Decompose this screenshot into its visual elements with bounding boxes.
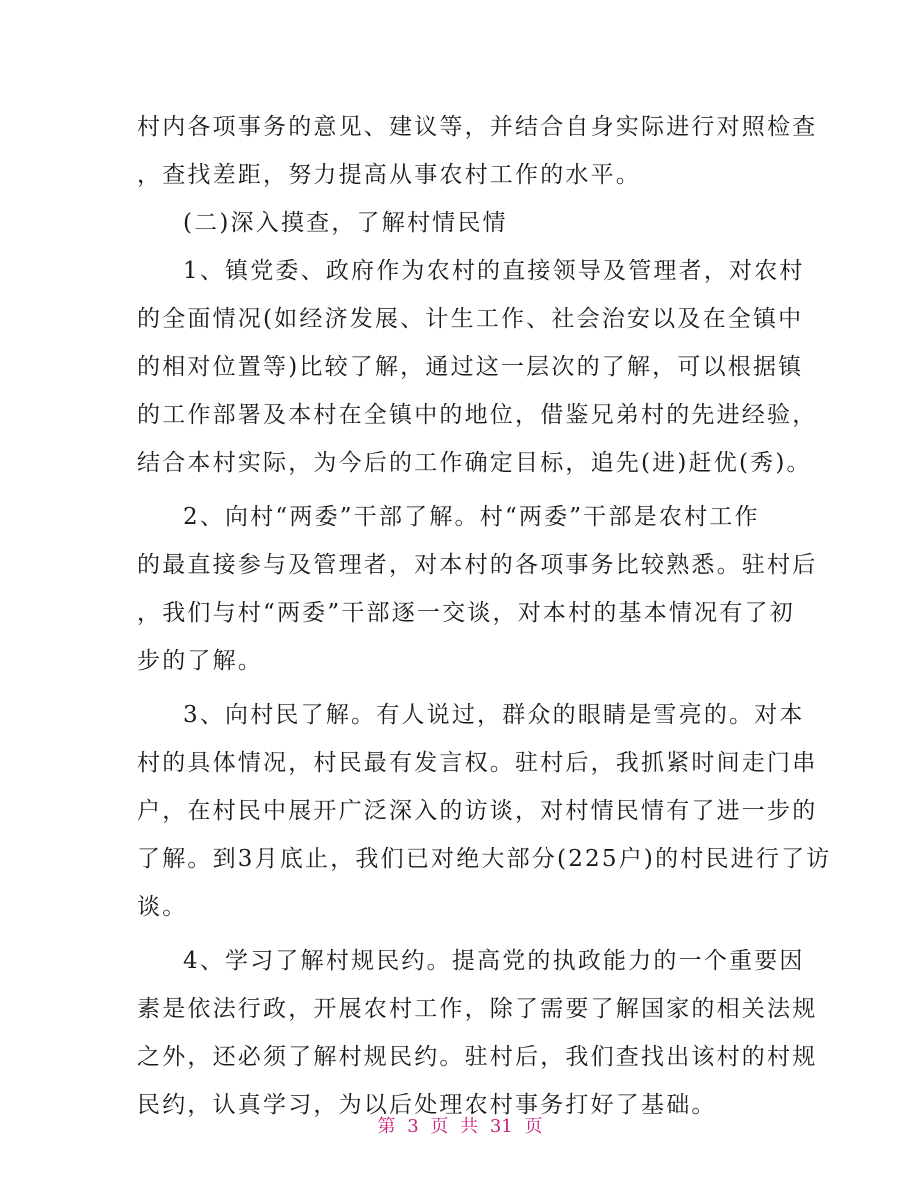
page-number-footer: 第 3 页 共 31 页 [377,1116,543,1137]
paragraph-1-start: 1、镇党委、政府作为农村的直接领导及管理者，对农村 [183,258,805,284]
text-line: 户，在村民中展开广泛深入的访谈，对村情民情有了进一步的 [137,798,818,824]
paragraph-3-start: 3、向村民了解。有人说过，群众的眼睛是雪亮的。对本 [183,702,805,728]
text-line: 之外，还必须了解村规民约。驻村后，我们查找出该村的村规 [137,1044,818,1070]
text-line: 谈。 [137,894,188,920]
text-line: 民约，认真学习，为以后处理农村事务打好了基础。 [137,1092,717,1118]
text-line: 的全面情况(如经济发展、计生工作、社会治安以及在全镇中 [137,306,804,332]
text-line: 的工作部署及本村在全镇中的地位，借鉴兄弟村的先进经验， [137,402,818,428]
paragraph-4-start: 4、学习了解村规民约。提高党的执政能力的一个重要因 [183,948,805,974]
text-line: 的最直接参与及管理者，对本村的各项事务比较熟悉。驻村后 [137,552,818,578]
text-line: ，我们与村“两委”干部逐一交谈，对本村的基本情况有了初 [137,600,795,626]
text-line: 步的了解。 [137,648,263,674]
document-body [137,103,832,1129]
paragraph-2-start: 2、向村“两委”干部了解。村“两委”干部是农村工作 [183,504,760,530]
text-line: 的相对位置等)比较了解，通过这一层次的了解，可以根据镇 [137,354,804,380]
text-line: 村内各项事务的意见、建议等，并结合自身实际进行对照检查 [137,114,818,140]
text-line: 素是依法行政，开展农村工作，除了需要了解国家的相关法规 [137,996,818,1022]
text-line: 了解。到3月底止，我们已对绝大部分(225户)的村民进行了访 [137,846,832,872]
text-line: 村的具体情况，村民最有发言权。驻村后，我抓紧时间走门串 [137,750,818,776]
text-line: ，查找差距，努力提高从事农村工作的水平。 [137,162,641,188]
text-line: 结合本村实际，为今后的工作确定目标，追先(进)赶优(秀)。 [137,450,812,476]
section-heading: (二)深入摸查，了解村情民情 [183,210,508,236]
